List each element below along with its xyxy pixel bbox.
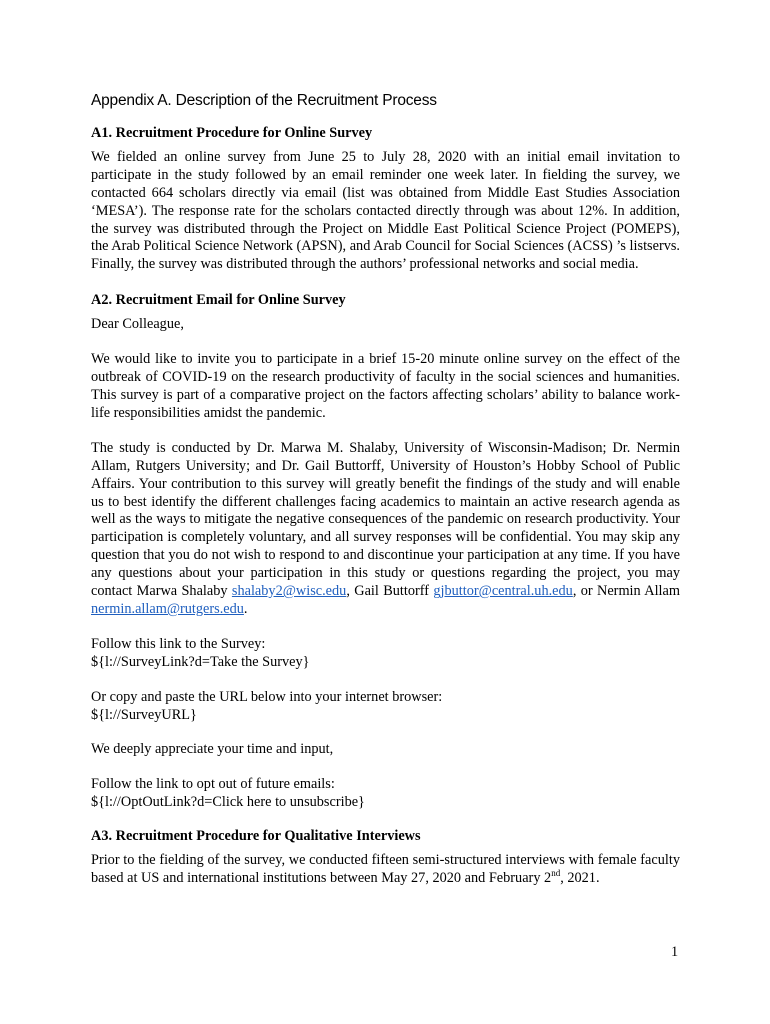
survey-url-placeholder: ${l://SurveyURL} <box>91 706 197 723</box>
opt-out-block <box>91 776 680 812</box>
email-link-allam[interactable]: nermin.allam@rutgers.edu <box>91 600 244 617</box>
email-link-buttorff[interactable]: gjbuttor@central.uh.edu <box>433 583 573 600</box>
study-text-end: . <box>243 600 248 617</box>
section-a1-paragraph: We fielded an online survey from June 25 to July 28, 2020 with an initial email invitation to participate in the study followed by an email reminder one week later. In fielding the survey, we contacted 664 scholars directly via email (list was obtained from Middle East Studies Association ‘MESA’). The response rate for the scholars contacted directly through was about 12%. In addition, the survey was distributed through the Project on Middle East Political Science Project (POMEPS), the Arab Political Science Network (APSN), and Arab Council for Social Sciences (ACSS) ’s listservs. Finally, the survey was distributed through the authors’ professional networks and social media. <box>91 148 680 273</box>
email-invite-paragraph: We would like to invite you to participate in a brief 15-20 minute online survey on the effect of the outbreak of COVID-19 on the research productivity of faculty in the social sciences and humanities. This survey is part of a comparative project on the factors affecting scholars’ ability to balance work-life responsibilities amidst the pandemic. <box>91 351 680 421</box>
follow-link-label: Follow this link to the Survey: <box>91 635 266 652</box>
appreciation-line: We deeply appreciate your time and input, <box>91 741 334 758</box>
page-number: 1 <box>671 944 679 960</box>
document-page <box>91 92 680 888</box>
study-paragraph-text: The study is conducted by Dr. Marwa M. Shalaby, University of Wisconsin-Madison; Dr. Nermin Allam, Rutgers University; and Dr. Gail Buttorff, University of Houston’s Hobby School of Public Affairs. Your contribution to this survey will greatly benefit the findings of the study and will enable us to best identify the different challenges facing academics to maintain an active research agenda as well as the ways to mitigate the negative consequences of the pandemic on research productivity. Your participation is completely voluntary, and all survey responses will be confidential. You may skip any question that you do not wish to respond to and discontinue your participation at any time. If you have any questions about your participation in this study or questions regarding the project, you may contact Marwa Shalaby <box>91 439 680 600</box>
survey-link-block <box>91 636 680 672</box>
copy-url-label: Or copy and paste the URL below into your internet browser: <box>91 688 443 705</box>
a3-ordinal-suffix: nd <box>551 868 561 879</box>
appendix-title: Appendix A. Description of the Recruitment Process <box>91 92 437 109</box>
survey-link-placeholder: ${l://SurveyLink?d=Take the Survey} <box>91 653 310 670</box>
email-link-shalaby[interactable]: shalaby2@wisc.edu <box>231 583 347 600</box>
opt-out-link-placeholder: ${l://OptOutLink?d=Click here to unsubscribe} <box>91 794 365 811</box>
study-text-gail: , Gail Buttorff <box>346 583 434 600</box>
section-a1-heading: A1. Recruitment Procedure for Online Survey <box>91 124 373 141</box>
a3-paragraph-text: Prior to the fielding of the survey, we conducted fifteen semi-structured interviews with female faculty based at US and international institutions between May 27, 2020 and February 2 <box>91 852 680 887</box>
a3-paragraph-end: , 2021. <box>560 870 600 887</box>
survey-url-block <box>91 689 680 725</box>
email-study-paragraph <box>91 440 680 619</box>
study-text-nermin: , or Nermin Allam <box>572 583 680 600</box>
email-greeting: Dear Colleague, <box>91 316 184 333</box>
section-a3-heading: A3. Recruitment Procedure for Qualitative Interviews <box>91 828 421 845</box>
opt-out-label: Follow the link to opt out of future emails: <box>91 776 335 793</box>
section-a3-paragraph <box>91 852 680 888</box>
section-a2-heading: A2. Recruitment Email for Online Survey <box>91 292 346 309</box>
